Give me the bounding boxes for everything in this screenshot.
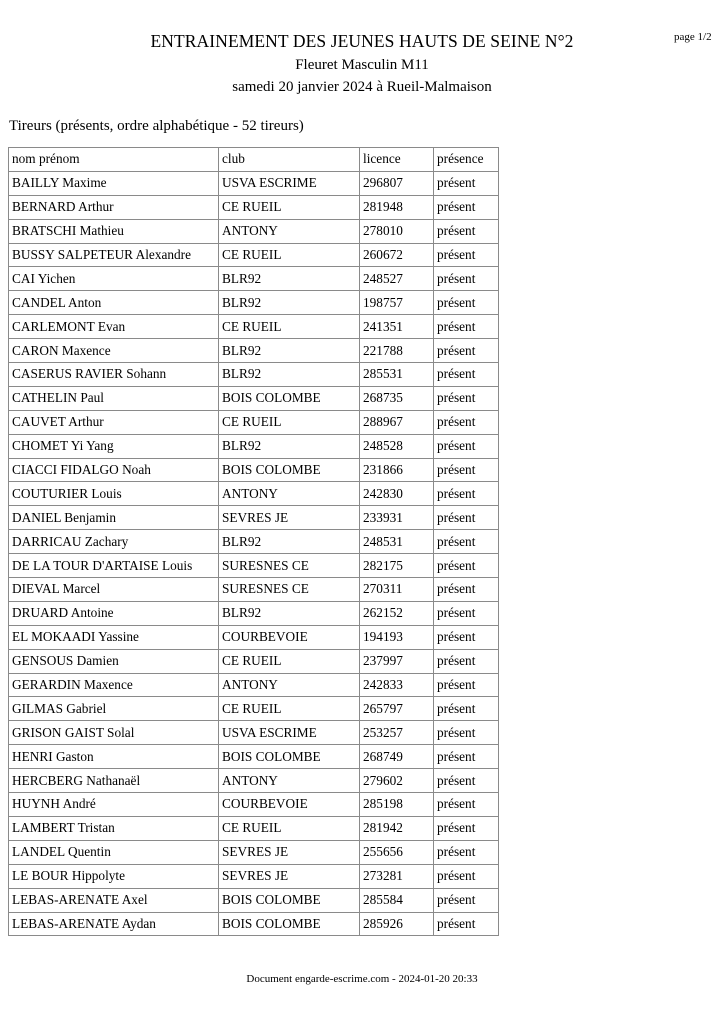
cell-licence: 253257 <box>360 721 434 745</box>
cell-licence: 285584 <box>360 888 434 912</box>
cell-name: DE LA TOUR D'ARTAISE Louis <box>9 554 219 578</box>
column-header-name: nom prénom <box>9 148 219 172</box>
cell-presence: présent <box>434 697 499 721</box>
cell-name: CAUVET Arthur <box>9 410 219 434</box>
cell-presence: présent <box>434 769 499 793</box>
table-row <box>9 171 499 195</box>
cell-name: LANDEL Quentin <box>9 840 219 864</box>
cell-presence: présent <box>434 530 499 554</box>
cell-licence: 260672 <box>360 243 434 267</box>
cell-presence: présent <box>434 219 499 243</box>
cell-club: BOIS COLOMBE <box>219 386 360 410</box>
cell-club: CE RUEIL <box>219 315 360 339</box>
cell-presence: présent <box>434 267 499 291</box>
cell-club: USVA ESCRIME <box>219 721 360 745</box>
cell-licence: 248528 <box>360 434 434 458</box>
table-row <box>9 769 499 793</box>
column-header-club: club <box>219 148 360 172</box>
table-row <box>9 625 499 649</box>
cell-club: CE RUEIL <box>219 697 360 721</box>
cell-licence: 248531 <box>360 530 434 554</box>
cell-licence: 268749 <box>360 745 434 769</box>
cell-name: BERNARD Arthur <box>9 195 219 219</box>
cell-name: GERARDIN Maxence <box>9 673 219 697</box>
cell-presence: présent <box>434 721 499 745</box>
table-row <box>9 554 499 578</box>
cell-licence: 273281 <box>360 864 434 888</box>
competition-category: Fleuret Masculin M11 <box>295 57 429 73</box>
cell-licence: 255656 <box>360 840 434 864</box>
cell-presence: présent <box>434 363 499 387</box>
cell-club: CE RUEIL <box>219 243 360 267</box>
cell-presence: présent <box>434 195 499 219</box>
column-header-presence: présence <box>434 148 499 172</box>
table-row <box>9 434 499 458</box>
cell-licence: 237997 <box>360 649 434 673</box>
cell-licence: 285531 <box>360 363 434 387</box>
cell-presence: présent <box>434 506 499 530</box>
cell-name: DARRICAU Zachary <box>9 530 219 554</box>
cell-club: BLR92 <box>219 363 360 387</box>
cell-licence: 248527 <box>360 267 434 291</box>
cell-name: GENSOUS Damien <box>9 649 219 673</box>
table-row <box>9 888 499 912</box>
table-row <box>9 864 499 888</box>
table-row <box>9 912 499 936</box>
table-row <box>9 363 499 387</box>
cell-presence: présent <box>434 673 499 697</box>
cell-club: USVA ESCRIME <box>219 171 360 195</box>
cell-club: BLR92 <box>219 291 360 315</box>
table-row <box>9 243 499 267</box>
cell-name: BAILLY Maxime <box>9 171 219 195</box>
cell-name: LEBAS-ARENATE Axel <box>9 888 219 912</box>
cell-club: BOIS COLOMBE <box>219 912 360 936</box>
cell-name: DANIEL Benjamin <box>9 506 219 530</box>
table-row <box>9 386 499 410</box>
cell-club: CE RUEIL <box>219 816 360 840</box>
cell-name: LAMBERT Tristan <box>9 816 219 840</box>
cell-name: CAI Yichen <box>9 267 219 291</box>
cell-club: CE RUEIL <box>219 649 360 673</box>
table-row <box>9 745 499 769</box>
cell-name: GILMAS Gabriel <box>9 697 219 721</box>
cell-licence: 278010 <box>360 219 434 243</box>
cell-licence: 285926 <box>360 912 434 936</box>
cell-presence: présent <box>434 625 499 649</box>
cell-presence: présent <box>434 578 499 602</box>
cell-presence: présent <box>434 386 499 410</box>
table-row <box>9 291 499 315</box>
cell-club: SURESNES CE <box>219 554 360 578</box>
cell-name: EL MOKAADI Yassine <box>9 625 219 649</box>
cell-licence: 268735 <box>360 386 434 410</box>
cell-name: DIEVAL Marcel <box>9 578 219 602</box>
cell-licence: 288967 <box>360 410 434 434</box>
table-row <box>9 267 499 291</box>
cell-club: BLR92 <box>219 267 360 291</box>
cell-presence: présent <box>434 315 499 339</box>
cell-presence: présent <box>434 840 499 864</box>
cell-presence: présent <box>434 339 499 363</box>
table-row <box>9 530 499 554</box>
cell-club: ANTONY <box>219 219 360 243</box>
cell-licence: 279602 <box>360 769 434 793</box>
table-row <box>9 506 499 530</box>
cell-presence: présent <box>434 888 499 912</box>
cell-club: BLR92 <box>219 601 360 625</box>
cell-licence: 233931 <box>360 506 434 530</box>
cell-name: CATHELIN Paul <box>9 386 219 410</box>
table-row <box>9 339 499 363</box>
table-row <box>9 578 499 602</box>
cell-presence: présent <box>434 601 499 625</box>
cell-licence: 194193 <box>360 625 434 649</box>
cell-club: BLR92 <box>219 339 360 363</box>
cell-name: HUYNH André <box>9 793 219 817</box>
cell-presence: présent <box>434 291 499 315</box>
cell-presence: présent <box>434 410 499 434</box>
section-title: Tireurs (présents, ordre alphabétique - 52 tireurs) <box>9 118 304 134</box>
cell-club: BOIS COLOMBE <box>219 458 360 482</box>
cell-licence: 281948 <box>360 195 434 219</box>
cell-club: SURESNES CE <box>219 578 360 602</box>
cell-name: BRATSCHI Mathieu <box>9 219 219 243</box>
cell-club: ANTONY <box>219 769 360 793</box>
cell-licence: 285198 <box>360 793 434 817</box>
cell-club: BLR92 <box>219 434 360 458</box>
cell-licence: 281942 <box>360 816 434 840</box>
table-row <box>9 721 499 745</box>
cell-club: BOIS COLOMBE <box>219 888 360 912</box>
cell-club: CE RUEIL <box>219 410 360 434</box>
cell-presence: présent <box>434 864 499 888</box>
cell-club: ANTONY <box>219 673 360 697</box>
table-row <box>9 816 499 840</box>
cell-presence: présent <box>434 912 499 936</box>
cell-club: CE RUEIL <box>219 195 360 219</box>
column-header-licence: licence <box>360 148 434 172</box>
cell-club: BLR92 <box>219 530 360 554</box>
document-title: ENTRAINEMENT DES JEUNES HAUTS DE SEINE N°2 <box>150 31 574 51</box>
table-row <box>9 793 499 817</box>
cell-presence: présent <box>434 554 499 578</box>
table-row <box>9 673 499 697</box>
table-row <box>9 697 499 721</box>
cell-presence: présent <box>434 458 499 482</box>
cell-name: BUSSY SALPETEUR Alexandre <box>9 243 219 267</box>
cell-name: CARLEMONT Evan <box>9 315 219 339</box>
table-header-row <box>9 148 499 172</box>
cell-licence: 221788 <box>360 339 434 363</box>
table-row <box>9 195 499 219</box>
cell-licence: 242830 <box>360 482 434 506</box>
cell-name: LEBAS-ARENATE Aydan <box>9 912 219 936</box>
fencers-table <box>8 147 499 936</box>
cell-name: HERCBERG Nathanaël <box>9 769 219 793</box>
cell-name: CANDEL Anton <box>9 291 219 315</box>
cell-name: CARON Maxence <box>9 339 219 363</box>
cell-licence: 282175 <box>360 554 434 578</box>
cell-club: SEVRES JE <box>219 506 360 530</box>
cell-presence: présent <box>434 243 499 267</box>
table-row <box>9 840 499 864</box>
cell-licence: 262152 <box>360 601 434 625</box>
table-row <box>9 649 499 673</box>
cell-licence: 198757 <box>360 291 434 315</box>
cell-club: SEVRES JE <box>219 840 360 864</box>
cell-licence: 231866 <box>360 458 434 482</box>
cell-licence: 270311 <box>360 578 434 602</box>
cell-club: BOIS COLOMBE <box>219 745 360 769</box>
cell-presence: présent <box>434 745 499 769</box>
cell-licence: 296807 <box>360 171 434 195</box>
table-row <box>9 458 499 482</box>
cell-presence: présent <box>434 793 499 817</box>
table-row <box>9 410 499 434</box>
cell-name: COUTURIER Louis <box>9 482 219 506</box>
date-location: samedi 20 janvier 2024 à Rueil-Malmaison <box>232 79 492 95</box>
cell-name: CASERUS RAVIER Sohann <box>9 363 219 387</box>
cell-presence: présent <box>434 816 499 840</box>
cell-licence: 241351 <box>360 315 434 339</box>
table-row <box>9 601 499 625</box>
cell-presence: présent <box>434 434 499 458</box>
cell-name: CIACCI FIDALGO Noah <box>9 458 219 482</box>
cell-club: COURBEVOIE <box>219 625 360 649</box>
table-row <box>9 315 499 339</box>
cell-club: COURBEVOIE <box>219 793 360 817</box>
cell-presence: présent <box>434 171 499 195</box>
table-row <box>9 482 499 506</box>
cell-club: ANTONY <box>219 482 360 506</box>
cell-name: HENRI Gaston <box>9 745 219 769</box>
cell-name: GRISON GAIST Solal <box>9 721 219 745</box>
footer-note: Document engarde-escrime.com - 2024-01-20 20:33 <box>246 973 478 985</box>
cell-licence: 265797 <box>360 697 434 721</box>
cell-licence: 242833 <box>360 673 434 697</box>
table-row <box>9 219 499 243</box>
cell-club: SEVRES JE <box>219 864 360 888</box>
cell-presence: présent <box>434 649 499 673</box>
cell-name: LE BOUR Hippolyte <box>9 864 219 888</box>
cell-name: DRUARD Antoine <box>9 601 219 625</box>
page-number: page 1/2 <box>674 31 712 43</box>
cell-name: CHOMET Yi Yang <box>9 434 219 458</box>
cell-presence: présent <box>434 482 499 506</box>
